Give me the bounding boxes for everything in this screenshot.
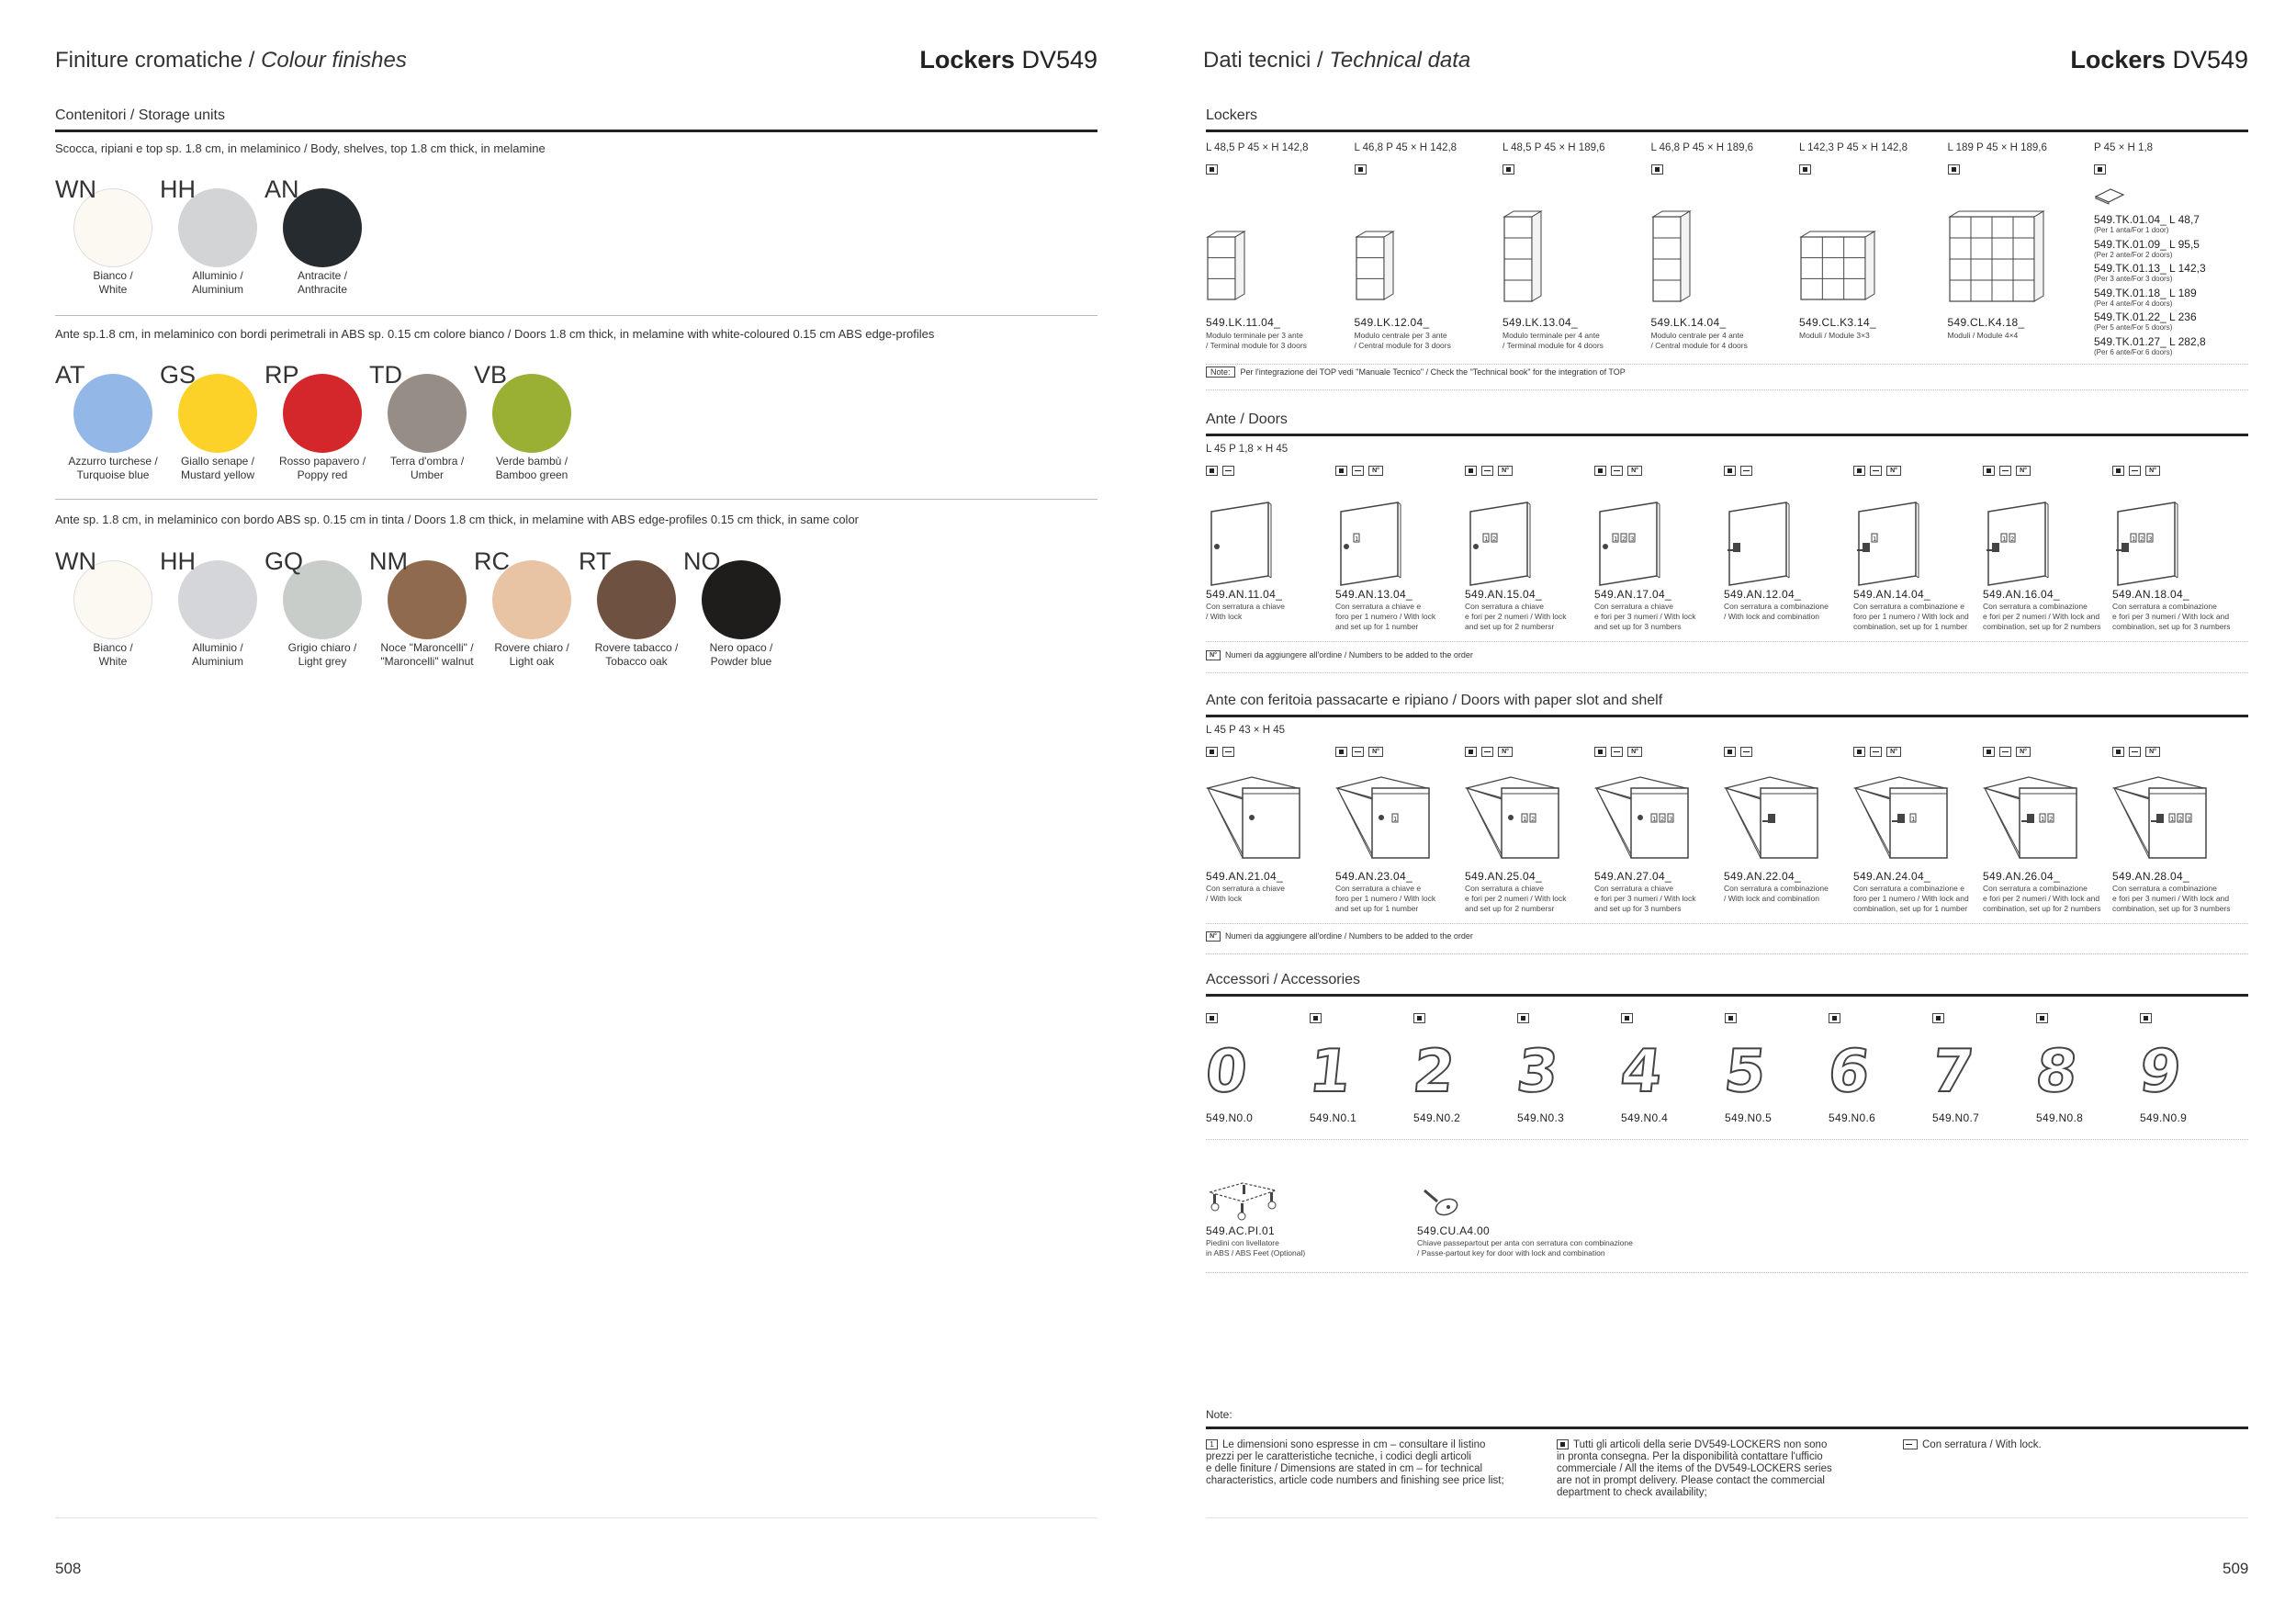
top-description: (Per 2 ante/For 2 doors) bbox=[2094, 250, 2173, 259]
availability-icon bbox=[1948, 162, 1964, 178]
feature-icons: N° bbox=[1983, 744, 2035, 761]
section-accessories: Accessori / Accessories bbox=[1206, 972, 1361, 987]
feature-icons: N° bbox=[1594, 744, 1647, 761]
availability-icon bbox=[2036, 1010, 2053, 1027]
divider bbox=[55, 1517, 1097, 1518]
divider bbox=[1206, 389, 2248, 390]
finish-code: WN bbox=[55, 175, 96, 203]
door-drawing bbox=[1853, 501, 1954, 592]
divider bbox=[1206, 953, 2248, 954]
door-code: 549.AN.11.04_ bbox=[1206, 588, 1283, 601]
divider bbox=[1206, 364, 2248, 365]
doors-number-note: N° Numeri da aggiungere all'ordine / Numbers to be added to the order bbox=[1206, 650, 1473, 660]
door-code: 549.AN.16.04_ bbox=[1983, 588, 2060, 601]
svg-text:3: 3 bbox=[2148, 536, 2153, 543]
svg-text:1: 1 bbox=[1873, 536, 1877, 543]
locker-code: 549.LK.13.04_ bbox=[1503, 316, 1578, 329]
locker-drawing bbox=[1503, 209, 1548, 309]
availability-icon bbox=[2094, 162, 2110, 178]
feet-drawing bbox=[1206, 1176, 1279, 1222]
svg-text:1: 1 bbox=[1614, 536, 1618, 543]
availability-icon bbox=[1206, 162, 1222, 178]
feature-icons: N° bbox=[1983, 463, 2035, 479]
door-drawing bbox=[1335, 501, 1436, 592]
top-code: 549.TK.01.04_ L 48,7 bbox=[2094, 213, 2200, 226]
top-note: Note: Per l'integrazione dei TOP vedi "Manuale Tecnico" / Check the "Technical book" for the integration of TOP bbox=[1206, 367, 1626, 377]
accessory-key-desc: Chiave passepartout per anta con serratura con combinazione / Passe-partout key for door with lock and combination bbox=[1417, 1238, 1633, 1257]
slot-door-drawing bbox=[1724, 772, 1825, 863]
number-code: 549.N0.0 bbox=[1206, 1111, 1254, 1124]
svg-text:2: 2 bbox=[2010, 536, 2015, 543]
house-number-glyph: 1 bbox=[1306, 1038, 1355, 1106]
house-number-glyph: 7 bbox=[1929, 1038, 1977, 1106]
finish-name: Giallo senape / Mustard yellow bbox=[180, 455, 255, 481]
availability-icon bbox=[2140, 1010, 2156, 1027]
locker-dimensions: L 48,5 P 45 × H 142,8 bbox=[1206, 142, 1309, 153]
locker-description: Moduli / Module 4×4 bbox=[1947, 331, 2019, 340]
accessory-key-code: 549.CU.A4.00 bbox=[1417, 1224, 1490, 1237]
door-code: 549.AN.27.04_ bbox=[1594, 870, 1671, 883]
locker-code: 549.CL.K4.18_ bbox=[1947, 316, 2025, 329]
finish-name: Rovere chiaro / Light oak bbox=[494, 641, 569, 668]
door-description: Con serratura a combinazione e fori per 3 numeri / With lock and combination, set up for 3 numbers bbox=[2112, 884, 2231, 913]
locker-code: 549.LK.11.04_ bbox=[1206, 316, 1281, 329]
note-availability: Tutti gli articoli della serie DV549-LOCKERS non sono in pronta consegna. Per la disponibilità contattare l'ufficio commerciale / All the items of the DV549-LOCKERS series are not in prompt delivery. Please contact the commercial department to check availability; bbox=[1557, 1439, 1832, 1498]
door-description: Con serratura a chiave e foro per 1 numero / With lock and set up for 1 number bbox=[1335, 602, 1436, 631]
right-page-title: Dati tecnici / Technical data bbox=[1203, 48, 1471, 73]
top-code: 549.TK.01.13_ L 142,3 bbox=[2094, 262, 2206, 275]
svg-text:3: 3 bbox=[1669, 816, 1673, 823]
feature-icons bbox=[1724, 463, 1757, 479]
locker-description: Modulo centrale per 4 ante / Central module for 4 doors bbox=[1650, 331, 1748, 350]
door-code: 549.AN.28.04_ bbox=[2112, 870, 2189, 883]
door-description: Con serratura a chiave e foro per 1 numero / With lock and set up for 1 number bbox=[1335, 884, 1436, 913]
doors-dimensions: L 45 P 1,8 × H 45 bbox=[1206, 444, 1289, 455]
note-lock: Con serratura / With lock. bbox=[1903, 1439, 2042, 1451]
availability-icon bbox=[1829, 1010, 1845, 1027]
finish-name: Azzurro turchese / Turquoise blue bbox=[68, 455, 158, 481]
finish-name: Antracite / Anthracite bbox=[297, 269, 348, 296]
section-doors: Ante / Doors bbox=[1206, 412, 1288, 427]
door-description: Con serratura a chiave e fori per 2 numeri / With lock and set up for 2 numbersr bbox=[1465, 602, 1567, 631]
left-brand-title: Lockers DV549 bbox=[919, 46, 1097, 73]
door-code: 549.AN.24.04_ bbox=[1853, 870, 1930, 883]
finish-code: AT bbox=[55, 361, 85, 389]
house-number-glyph: 8 bbox=[2032, 1038, 2081, 1106]
svg-text:2: 2 bbox=[2049, 816, 2054, 823]
section-slot-doors: Ante con feritoia passacarte e ripiano / Doors with paper slot and shelf bbox=[1206, 693, 1663, 708]
door-drawing bbox=[1465, 501, 1566, 592]
svg-text:1: 1 bbox=[2170, 816, 2175, 823]
top-code: 549.TK.01.09_ L 95,5 bbox=[2094, 237, 2200, 251]
availability-icon bbox=[1621, 1010, 1638, 1027]
top-code: 549.TK.01.18_ L 189 bbox=[2094, 286, 2197, 299]
divider bbox=[1206, 715, 2248, 717]
door-description: Con serratura a chiave / With lock bbox=[1206, 884, 1285, 903]
top-dimensions: P 45 × H 1,8 bbox=[2094, 142, 2154, 153]
divider bbox=[55, 499, 1097, 500]
slot-door-drawing bbox=[1594, 772, 1695, 863]
key-drawing bbox=[1419, 1183, 1461, 1216]
house-number-glyph: 6 bbox=[1825, 1038, 1874, 1106]
availability-icon bbox=[1206, 1010, 1222, 1027]
availability-icon bbox=[1413, 1010, 1430, 1027]
door-code: 549.AN.12.04_ bbox=[1724, 588, 1801, 601]
locker-drawing bbox=[1355, 230, 1401, 307]
feature-icons: N° bbox=[2112, 463, 2165, 479]
slot-door-drawing bbox=[1465, 772, 1566, 863]
top-description: (Per 3 ante/For 3 doors) bbox=[2094, 275, 2173, 283]
accessory-feet-code: 549.AC.PI.01 bbox=[1206, 1224, 1275, 1237]
door-code: 549.AN.21.04_ bbox=[1206, 870, 1283, 883]
finish-code: RP bbox=[264, 361, 299, 389]
svg-text:3: 3 bbox=[1630, 536, 1635, 543]
divider bbox=[1206, 923, 2248, 924]
house-number-glyph: 9 bbox=[2136, 1038, 2185, 1106]
svg-text:1: 1 bbox=[1393, 816, 1398, 823]
divider bbox=[1206, 130, 2248, 132]
door-code: 549.AN.18.04_ bbox=[2112, 588, 2189, 601]
locker-description: Moduli / Module 3×3 bbox=[1799, 331, 1870, 340]
svg-text:1: 1 bbox=[1484, 536, 1489, 543]
availability-icon bbox=[1355, 162, 1371, 178]
divider bbox=[1206, 434, 2248, 436]
divider bbox=[1206, 994, 2248, 997]
house-number-glyph: 4 bbox=[1617, 1038, 1666, 1106]
finish-name: Nero opaco / Powder blue bbox=[709, 641, 773, 668]
locker-drawing bbox=[1651, 209, 1697, 309]
locker-dimensions: L 48,5 P 45 × H 189,6 bbox=[1503, 142, 1605, 153]
feature-icons: N° bbox=[1465, 463, 1517, 479]
locker-dimensions: L 189 P 45 × H 189,6 bbox=[1947, 142, 2047, 153]
number-code: 549.N0.3 bbox=[1517, 1111, 1565, 1124]
finish-code: WN bbox=[55, 547, 96, 575]
page-number-left: 508 bbox=[55, 1560, 82, 1577]
finish-code: GQ bbox=[264, 547, 304, 575]
feature-icons: N° bbox=[1465, 744, 1517, 761]
door-code: 549.AN.13.04_ bbox=[1335, 588, 1412, 601]
locker-drawing bbox=[1799, 230, 1882, 307]
finish-code: AN bbox=[264, 175, 299, 203]
finish-code: NO bbox=[683, 547, 721, 575]
top-panel-drawing bbox=[2094, 184, 2125, 206]
number-code: 549.N0.2 bbox=[1413, 1111, 1461, 1124]
feature-icons bbox=[1724, 744, 1757, 761]
door-code: 549.AN.23.04_ bbox=[1335, 870, 1412, 883]
house-number-glyph: 0 bbox=[1202, 1038, 1251, 1106]
door-code: 549.AN.26.04_ bbox=[1983, 870, 2060, 883]
availability-icon bbox=[1932, 1010, 1949, 1027]
finish-code: TD bbox=[369, 361, 402, 389]
divider bbox=[1206, 672, 2248, 673]
slot-door-drawing bbox=[1335, 772, 1436, 863]
locker-dimensions: L 46,8 P 45 × H 189,6 bbox=[1650, 142, 1754, 153]
slot-door-drawing bbox=[1206, 772, 1307, 863]
left-page-title: Finiture cromatiche / Colour finishes bbox=[55, 48, 407, 73]
door-description: Con serratura a combinazione e fori per 3 numeri / With lock and combination, set up for 3 numbers bbox=[2112, 602, 2231, 631]
finish-name: Rovere tabacco / Tobacco oak bbox=[594, 641, 679, 668]
number-code: 549.N0.4 bbox=[1621, 1111, 1669, 1124]
locker-code: 549.CL.K3.14_ bbox=[1799, 316, 1876, 329]
section-lockers: Lockers bbox=[1206, 107, 1258, 123]
svg-text:2: 2 bbox=[1531, 816, 1536, 823]
door-description: Con serratura a combinazione / With lock and combination bbox=[1724, 884, 1829, 903]
section-storage-units: Contenitori / Storage units bbox=[55, 107, 225, 123]
feature-icons bbox=[1206, 463, 1239, 479]
door-description: Con serratura a combinazione / With lock and combination bbox=[1724, 602, 1829, 621]
door-drawing bbox=[1594, 501, 1695, 592]
finish-code: VB bbox=[474, 361, 508, 389]
divider bbox=[1206, 1272, 2248, 1273]
svg-text:2: 2 bbox=[1622, 536, 1626, 543]
finish-code: RT bbox=[579, 547, 612, 575]
finish-code: NM bbox=[369, 547, 408, 575]
notes-heading: Note: bbox=[1206, 1408, 1232, 1421]
door-code: 549.AN.15.04_ bbox=[1465, 588, 1542, 601]
door-description: Con serratura a combinazione e foro per 1 numero / With lock and combination, set up for 1 number bbox=[1853, 884, 1969, 913]
house-number-glyph: 3 bbox=[1514, 1038, 1562, 1106]
slot-door-drawing bbox=[1853, 772, 1954, 863]
svg-text:1: 1 bbox=[1911, 816, 1916, 823]
locker-description: Modulo terminale per 3 ante / Terminal module for 3 doors bbox=[1206, 331, 1307, 350]
top-description: (Per 5 ante/For 5 doors) bbox=[2094, 323, 2173, 332]
finish-name: Rosso papavero / Poppy red bbox=[278, 455, 366, 481]
house-number-glyph: 5 bbox=[1721, 1038, 1770, 1106]
door-drawing bbox=[1983, 501, 2084, 592]
feature-icons bbox=[1206, 744, 1239, 761]
svg-text:1: 1 bbox=[1652, 816, 1657, 823]
door-description: Con serratura a combinazione e foro per 1 numero / With lock and combination, set up for 1 number bbox=[1853, 602, 1969, 631]
top-description: (Per 4 ante/For 4 doors) bbox=[2094, 299, 2173, 308]
svg-text:1: 1 bbox=[2002, 536, 2007, 543]
divider bbox=[55, 130, 1097, 132]
right-brand-title: Lockers DV549 bbox=[2070, 46, 2248, 73]
slot-door-drawing bbox=[2112, 772, 2213, 863]
group2-description: Ante sp.1.8 cm, in melaminico con bordi perimetrali in ABS sp. 0.15 cm colore bianco / Doors 1.8 cm thick, in melamine with white-coloured 0.15 cm ABS edge-profiles bbox=[55, 327, 935, 341]
door-description: Con serratura a chiave / With lock bbox=[1206, 602, 1285, 621]
group1-description: Scocca, ripiani e top sp. 1.8 cm, in melaminico / Body, shelves, top 1.8 cm thick, in melamine bbox=[55, 141, 546, 155]
availability-icon bbox=[1517, 1010, 1534, 1027]
note-dimensions: 1 Le dimensioni sono espresse in cm – consultare il listino prezzi per le caratteristiche tecniche, i codici degli articoli e delle finiture / Dimensions are stated in cm – for technical characteristics, article code numbers and finishing see price list; bbox=[1206, 1439, 1504, 1486]
locker-dimensions: L 142,3 P 45 × H 142,8 bbox=[1799, 142, 1908, 153]
finish-name: Alluminio / Aluminium bbox=[191, 269, 243, 296]
finish-code: HH bbox=[160, 175, 196, 203]
feature-icons: N° bbox=[1335, 744, 1388, 761]
feature-icons: N° bbox=[2112, 744, 2165, 761]
finish-name: Bianco / White bbox=[93, 269, 133, 296]
finish-name: Noce "Maroncelli" / "Maroncelli" walnut bbox=[380, 641, 474, 668]
availability-icon bbox=[1725, 1010, 1741, 1027]
finish-name: Grigio chiaro / Light grey bbox=[287, 641, 357, 668]
number-code: 549.N0.6 bbox=[1829, 1111, 1876, 1124]
feature-icons: N° bbox=[1594, 463, 1647, 479]
divider bbox=[1206, 1517, 2248, 1518]
svg-text:2: 2 bbox=[2178, 816, 2183, 823]
door-description: Con serratura a chiave e fori per 3 numeri / With lock and set up for 3 numbers bbox=[1594, 602, 1696, 631]
divider bbox=[1206, 641, 2248, 642]
top-description: (Per 1 anta/For 1 door) bbox=[2094, 226, 2169, 234]
top-description: (Per 6 ante/For 6 doors) bbox=[2094, 347, 2173, 356]
locker-code: 549.LK.14.04_ bbox=[1650, 316, 1727, 329]
top-code: 549.TK.01.22_ L 236 bbox=[2094, 310, 2197, 323]
svg-text:1: 1 bbox=[2041, 816, 2045, 823]
availability-icon bbox=[1799, 162, 1816, 178]
finish-name: Bianco / White bbox=[93, 641, 133, 668]
finish-name: Terra d'ombra / Umber bbox=[389, 455, 465, 481]
finish-code: RC bbox=[474, 547, 510, 575]
locker-code: 549.LK.12.04_ bbox=[1354, 316, 1430, 329]
door-description: Con serratura a combinazione e fori per 2 numeri / With lock and combination, set up for 2 numbers bbox=[1983, 602, 2101, 631]
page-number-right: 509 bbox=[2223, 1560, 2249, 1577]
svg-text:3: 3 bbox=[2187, 816, 2191, 823]
locker-description: Modulo terminale per 4 ante / Terminal module for 4 doors bbox=[1503, 331, 1604, 350]
svg-text:2: 2 bbox=[1660, 816, 1665, 823]
door-description: Con serratura a chiave e fori per 2 numeri / With lock and set up for 2 numbersr bbox=[1465, 884, 1567, 913]
door-code: 549.AN.22.04_ bbox=[1724, 870, 1801, 883]
door-code: 549.AN.17.04_ bbox=[1594, 588, 1671, 601]
availability-icon bbox=[1310, 1010, 1326, 1027]
door-drawing bbox=[1206, 501, 1307, 592]
feature-icons: N° bbox=[1335, 463, 1388, 479]
feature-icons: N° bbox=[1853, 744, 1906, 761]
accessory-feet-desc: Piedini con livellatore in ABS / ABS Feet (Optional) bbox=[1206, 1238, 1306, 1257]
door-code: 549.AN.25.04_ bbox=[1465, 870, 1542, 883]
door-drawing bbox=[2112, 501, 2213, 592]
house-number-glyph: 2 bbox=[1410, 1038, 1458, 1106]
number-code: 549.N0.1 bbox=[1310, 1111, 1357, 1124]
slot-doors-dimensions: L 45 P 43 × H 45 bbox=[1206, 725, 1285, 736]
locker-drawing bbox=[1948, 209, 2051, 309]
door-code: 549.AN.14.04_ bbox=[1853, 588, 1930, 601]
locker-drawing bbox=[1206, 230, 1252, 307]
finish-name: Verde bambù / Bamboo green bbox=[495, 455, 568, 481]
divider bbox=[55, 315, 1097, 316]
number-code: 549.N0.9 bbox=[2140, 1111, 2188, 1124]
number-code: 549.N0.7 bbox=[1932, 1111, 1980, 1124]
door-description: Con serratura a chiave e fori per 3 numeri / With lock and set up for 3 numbers bbox=[1594, 884, 1696, 913]
number-code: 549.N0.8 bbox=[2036, 1111, 2084, 1124]
svg-text:2: 2 bbox=[1492, 536, 1497, 543]
availability-icon bbox=[1503, 162, 1519, 178]
top-code: 549.TK.01.27_ L 282,8 bbox=[2094, 334, 2206, 348]
slot-door-drawing bbox=[1983, 772, 2084, 863]
number-code: 549.N0.5 bbox=[1725, 1111, 1773, 1124]
color-swatch bbox=[73, 374, 152, 453]
svg-text:1: 1 bbox=[1523, 816, 1527, 823]
slot-number-note: N° Numeri da aggiungere all'ordine / Numbers to be added to the order bbox=[1206, 931, 1473, 942]
divider bbox=[1206, 1427, 2248, 1429]
feature-icons: N° bbox=[1853, 463, 1906, 479]
svg-text:1: 1 bbox=[1355, 536, 1359, 543]
door-description: Con serratura a combinazione e fori per 2 numeri / With lock and combination, set up for 2 numbers bbox=[1983, 884, 2101, 913]
door-drawing bbox=[1724, 501, 1825, 592]
locker-dimensions: L 46,8 P 45 × H 142,8 bbox=[1354, 142, 1458, 153]
finish-code: HH bbox=[160, 547, 196, 575]
finish-name: Alluminio / Aluminium bbox=[191, 641, 243, 668]
divider bbox=[1206, 1139, 2248, 1140]
svg-text:2: 2 bbox=[2140, 536, 2144, 543]
availability-icon bbox=[1651, 162, 1668, 178]
svg-text:1: 1 bbox=[2132, 536, 2136, 543]
locker-description: Modulo centrale per 3 ante / Central module for 3 doors bbox=[1354, 331, 1451, 350]
group3-description: Ante sp. 1.8 cm, in melaminico con bordo ABS sp. 0.15 cm in tinta / Doors 1.8 cm thick, in melamine with ABS edge-profiles 0.15 cm thick, in same color bbox=[55, 513, 859, 526]
finish-code: GS bbox=[160, 361, 197, 389]
